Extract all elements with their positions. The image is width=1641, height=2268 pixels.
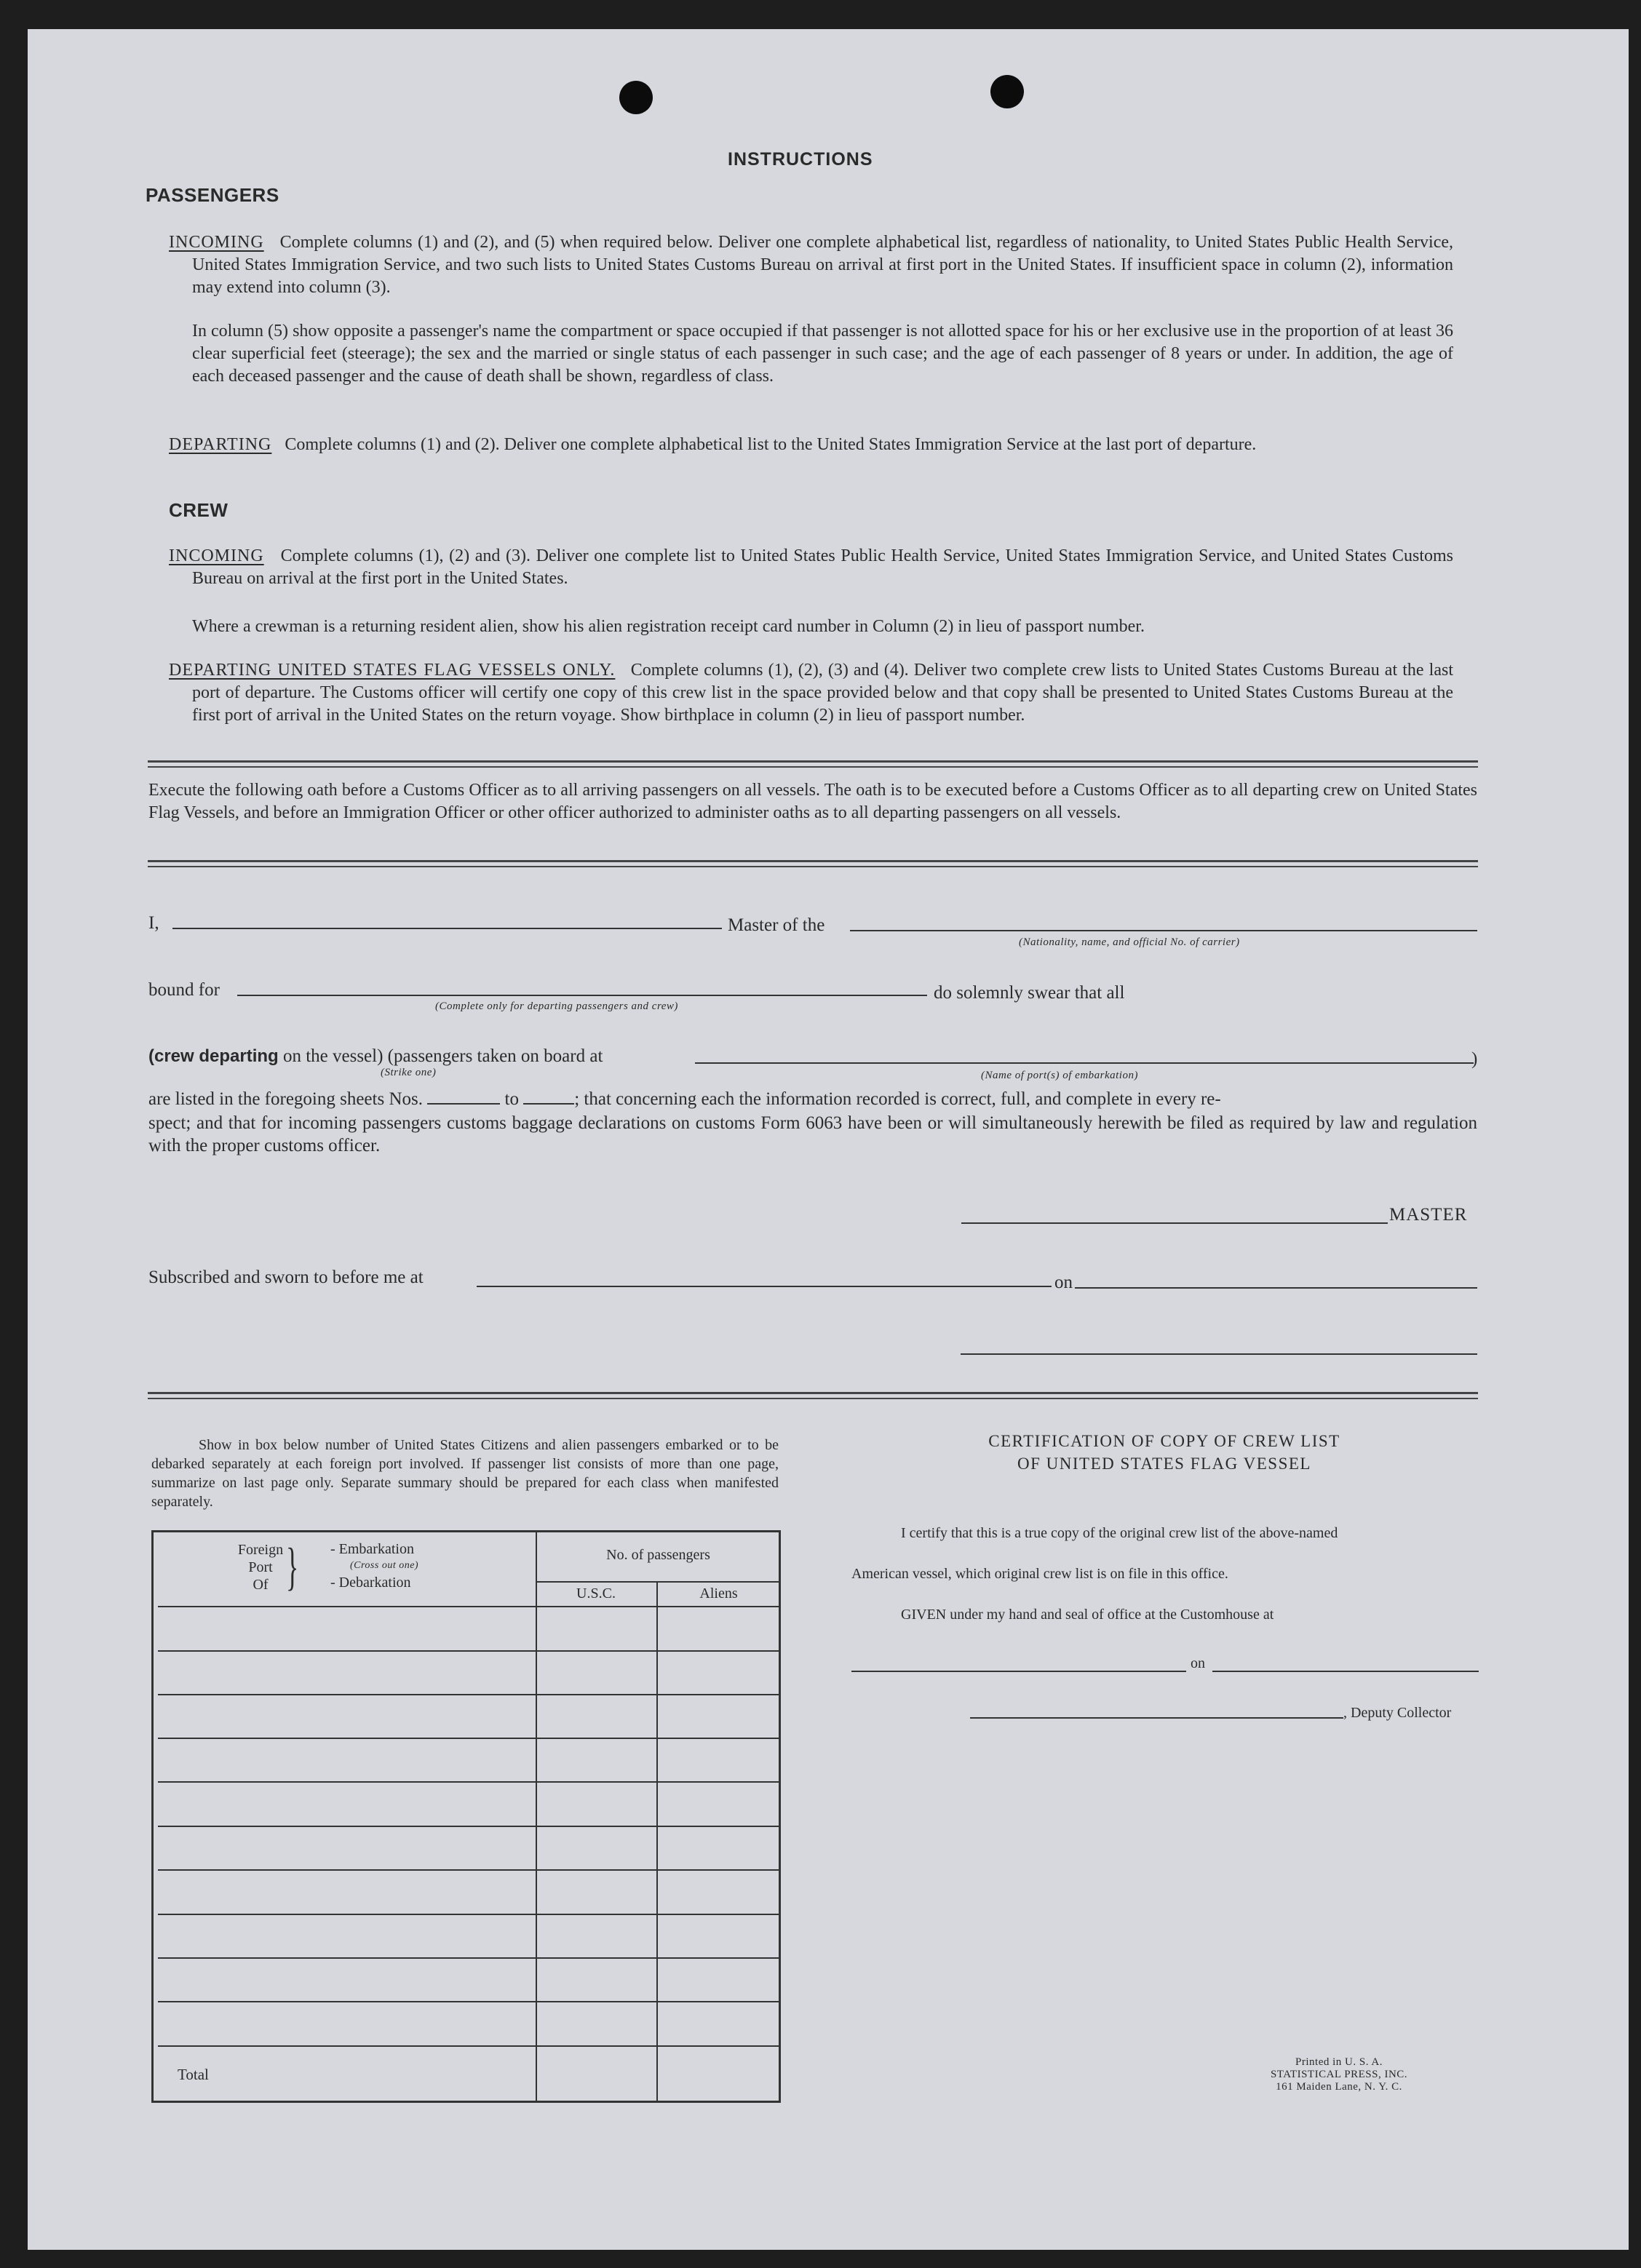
passenger-summary-table <box>151 1530 781 2103</box>
debarkation-option: - Debarkation <box>330 1575 411 1591</box>
listed-statement-2: spect; and that for incoming passengers customs baggage declarations on customs Form 6063 have been or will simultaneously herewith be filed as required by law and regulation with the proper customs officer. <box>148 1113 1477 1155</box>
customhouse-field[interactable] <box>851 1671 1186 1672</box>
crew-departing-text-option: (crew departing <box>148 1046 279 1066</box>
punch-hole-right <box>990 75 1024 108</box>
table-row <box>158 2045 781 2047</box>
certification-title-line-2: OF UNITED STATES FLAG VESSEL <box>1017 1455 1311 1473</box>
certification-title-line-1: CERTIFICATION OF COPY OF CREW LIST <box>988 1432 1340 1450</box>
of-label: Of <box>253 1577 269 1593</box>
officer-signature-field[interactable] <box>961 1353 1477 1355</box>
certification-title <box>844 1430 1485 1475</box>
deputy-collector-signature-field[interactable] <box>970 1717 1343 1719</box>
close-paren: ) <box>1471 1049 1478 1069</box>
usc-header: U.S.C. <box>576 1585 616 1601</box>
table-row <box>158 1694 781 1695</box>
embarkation-caption: (Name of port(s) of embarkation) <box>981 1070 1138 1081</box>
master-signature-label: MASTER <box>1389 1205 1468 1225</box>
divider-1 <box>148 760 1478 768</box>
table-row <box>158 1650 781 1652</box>
punch-hole-left <box>619 81 653 114</box>
incoming-text: Complete columns (1) and (2), and (5) when required below. Deliver one complete alphabetical list, regardless of nationality, to United States Public Health Service, United States Immigration Service, and two such lists to United States Customs Bureau on arrival at first port in the United States. If insufficient space in column (2), information may extend into column (3). <box>192 233 1454 297</box>
sworn-date-field[interactable] <box>1075 1287 1477 1289</box>
given-line: GIVEN under my hand and seal of office at the Customhouse at <box>901 1607 1274 1623</box>
cross-out-caption: (Cross out one) <box>350 1560 419 1571</box>
sworn-place-field[interactable] <box>477 1286 1052 1287</box>
sheet-to-field[interactable] <box>523 1103 574 1105</box>
master-name-field[interactable] <box>172 928 722 929</box>
table-row <box>158 1738 781 1739</box>
passengers-heading: PASSENGERS <box>146 184 279 206</box>
passengers-column5: In column (5) show opposite a passenger's name the compartment or space occupied if that passenger is not allotted space for his or her exclusive use in the proportion of at least 36 clear superficial feet (steerage); the sex and the married or single status of each passenger in such case; and the age of each passenger of 8 years or under. In addition, the age of each deceased passenger and the cause of death shall be shown, regardless of class. <box>192 322 1453 386</box>
crew-incoming-label: INCOMING <box>169 546 264 565</box>
no-of-passengers-header: No. of passengers <box>606 1547 710 1563</box>
crew-departing-text: Complete columns (1), (2), (3) and (4). Deliver two complete crew lists to United States Customs Bureau at the last port of departure. The Customs officer will certify one copy of this crew list in the space provided below and that copy shall be presented to United States Customs Bureau at the first port of arrival in the United States on the return voyage. Show birthplace in column (2) in lieu of passport number. <box>192 661 1454 725</box>
aliens-header: Aliens <box>699 1585 738 1601</box>
divider-3 <box>148 1392 1478 1399</box>
carrier-caption: (Nationality, name, and official No. of carrier) <box>1019 936 1240 948</box>
printer-line-3: 161 Maiden Lane, N. Y. C. <box>1276 2081 1402 2093</box>
header-bottom-rule <box>158 1606 781 1607</box>
total-label: Total <box>178 2066 209 2083</box>
embarkation-field[interactable] <box>695 1062 1474 1064</box>
table-row <box>158 1957 781 1959</box>
passengers-taken-text: (passengers taken on board at <box>387 1046 603 1066</box>
cert-date-field[interactable] <box>1212 1671 1479 1672</box>
table-row <box>158 1781 781 1783</box>
bound-for-field[interactable] <box>237 995 927 996</box>
carrier-field[interactable] <box>850 930 1477 931</box>
oath-intro: Execute the following oath before a Customs Officer as to all arriving passengers on all vessels. The oath is to be executed before a Customs Officer as to all departing crew on United States Flag Vessels, and before an Immigration Officer or other officer authorized to administer oaths as to all departing passengers on all vessels. <box>148 781 1477 822</box>
listed-line-1 <box>148 1089 1477 1110</box>
master-signature-field[interactable] <box>961 1222 1388 1224</box>
bound-for-label: bound for <box>148 980 220 1000</box>
brace-icon: } <box>286 1537 299 1596</box>
certify-line-2: American vessel, which original crew list is on file in this office. <box>851 1566 1228 1582</box>
crew-resident-note: Where a crewman is a returning resident alien, show his alien registration receipt card number in Column (2) in lieu of passport number. <box>192 617 1145 636</box>
master-of-the-label: Master of the <box>728 915 825 935</box>
swear-text: do solemnly swear that all <box>934 983 1125 1003</box>
crew-incoming-text: Complete columns (1), (2) and (3). Deliver one complete list to United States Public Health Service, United States Immigration Service, and United States Customs Bureau on arrival at the first port in the United States. <box>192 546 1453 588</box>
crew-departing-option <box>148 1046 603 1067</box>
incoming-label: INCOMING <box>169 233 264 252</box>
table-row <box>158 1914 781 1915</box>
summary-instructions: Show in box below number of United States Citizens and alien passengers embarked or to be debarked separately at each foreign port involved. If passenger list consists of more than one page, summarize on last page only. Separate summary should be prepared for each class when manifested separately. <box>151 1437 779 1510</box>
cert-on-label: on <box>1191 1655 1205 1671</box>
crew-incoming <box>169 545 1453 590</box>
sworn-on-label: on <box>1054 1273 1073 1292</box>
deputy-collector-label: , Deputy Collector <box>1343 1705 1452 1721</box>
listed-statement-1: ; that concerning each the information recorded is correct, full, and complete in every re- <box>574 1089 1221 1109</box>
foreign-label: Foreign <box>237 1542 284 1558</box>
strike-one-caption: (Strike one) <box>381 1067 437 1078</box>
listed-sheets-text: are listed in the foregoing sheets Nos. <box>148 1089 423 1109</box>
listed-to-text: to <box>504 1089 519 1109</box>
crew-departing-label: DEPARTING UNITED STATES FLAG VESSELS ONLY. <box>169 661 616 680</box>
sheet-from-field[interactable] <box>427 1103 500 1105</box>
foreign-port-header <box>235 1541 286 1593</box>
col-divider-1 <box>536 1532 537 2103</box>
table-row <box>158 1826 781 1827</box>
embarkation-option: - Embarkation <box>330 1541 414 1557</box>
on-vessel-text: on the vessel) <box>282 1046 384 1066</box>
passengers-incoming <box>169 231 1453 299</box>
printer-line-1: Printed in U. S. A. <box>1295 2056 1383 2068</box>
table-row <box>158 1869 781 1871</box>
crew-heading: CREW <box>169 499 229 521</box>
passengers-departing <box>169 434 1453 456</box>
port-label: Port <box>248 1559 273 1575</box>
crew-departing <box>169 659 1453 727</box>
divider-2 <box>148 860 1478 867</box>
printer-line-2: STATISTICAL PRESS, INC. <box>1270 2069 1408 2080</box>
page-title: INSTRUCTIONS <box>728 149 873 170</box>
departing-text: Complete columns (1) and (2). Deliver one complete alphabetical list to the United States Immigration Service at the last port of departure. <box>285 435 1257 454</box>
col-divider-2 <box>656 1581 658 2103</box>
bound-for-caption: (Complete only for departing passengers and crew) <box>435 1000 678 1012</box>
table-row <box>158 2001 781 2002</box>
subscribed-label: Subscribed and sworn to before me at <box>148 1268 424 1287</box>
certify-line-1: I certify that this is a true copy of the original crew list of the above-named <box>901 1525 1338 1541</box>
oath-i-label: I, <box>148 913 159 933</box>
departing-label: DEPARTING <box>169 435 272 454</box>
printer-imprint <box>1237 2056 1441 2093</box>
header-sub-rule <box>536 1581 781 1583</box>
